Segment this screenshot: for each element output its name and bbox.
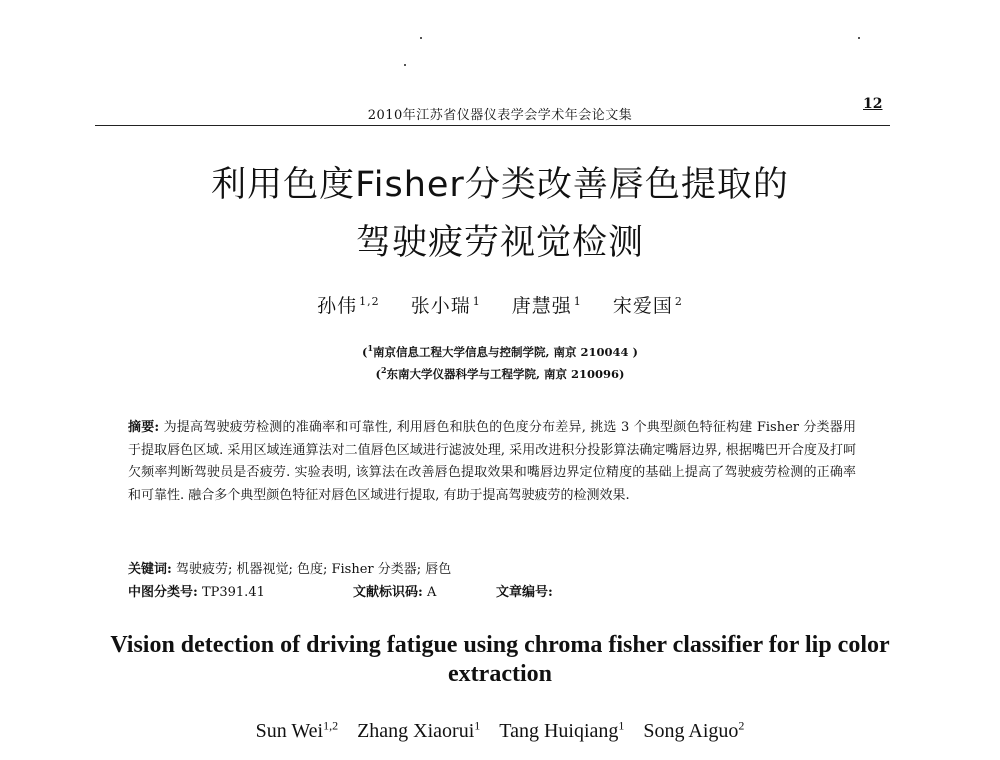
title-en: Vision detection of driving fatigue using chroma fisher classifier for lip color extraction bbox=[110, 632, 890, 687]
header-rule bbox=[95, 125, 890, 126]
affiliation-1: ($^1$南京信息工程大学信息与控制学院, 南京 210044 ) bbox=[362, 343, 638, 359]
author-cn: 唐慧强 $^1$ bbox=[511, 294, 582, 317]
keywords-label: 关键词: bbox=[128, 562, 172, 577]
affiliation-2: ($^2$东南大学仪器科学与工程学院, 南京 210096) bbox=[375, 365, 625, 381]
authors-cn bbox=[0, 291, 1000, 318]
author-cn: 宋爱国 $^2$ bbox=[612, 294, 683, 317]
abstract bbox=[128, 417, 856, 507]
abstract-label: 摘要: bbox=[128, 420, 160, 435]
title-cn-line2: 驾驶疲劳视觉检测 bbox=[355, 223, 644, 263]
article-number: 文章编号: bbox=[496, 585, 553, 600]
clc-number: 中图分类号: TP391.41 bbox=[128, 585, 265, 600]
running-header: 2010年江苏省仪器仪表学会学术年会论文集 bbox=[367, 108, 633, 123]
author-en: Song Aiguo$^2$ bbox=[643, 718, 745, 742]
scan-speck bbox=[404, 64, 406, 66]
author-cn: 张小瑞 $^1$ bbox=[410, 294, 481, 317]
abstract-text: 为提高驾驶疲劳检测的准确率和可靠性, 利用唇色和肤色的色度分布差异, 挑选 3 个典型颜色特征构建 Fisher 分类器用于提取唇色区域. 采用区域连通算法对二值唇色区域进行滤波处理, 采用改进积分投影算法确定嘴唇边界, 根据嘴巴开合度及打呵欠频率判断驾驶员是否疲劳. 实验表明, 该算法在改善唇色提取效果和嘴唇边界定位精度的基础上提高了驾驶疲劳检测的正确率和可靠性. 融合多个典型颜色特征对唇色区域进行提取, 有助于提高驾驶疲劳的检测效果. bbox=[128, 420, 856, 503]
page-number: 12 bbox=[863, 96, 883, 112]
author-cn: 孙伟 $^{1,2}$ bbox=[317, 294, 380, 317]
title-cn-line1: 利用色度Fisher分类改善唇色提取的 bbox=[211, 165, 789, 205]
keywords-text: 驾驶疲劳; 机器视觉; 色度; Fisher 分类器; 唇色 bbox=[175, 562, 452, 577]
document-code: 文献标识码: A bbox=[353, 585, 437, 600]
keywords bbox=[128, 558, 451, 577]
author-en: Zhang Xiaorui$^1$ bbox=[357, 718, 481, 742]
scan-speck bbox=[858, 37, 860, 39]
author-en: Sun Wei$^{1,2}$ bbox=[255, 718, 339, 742]
author-en: Tang Huiqiang$^1$ bbox=[499, 718, 625, 742]
scan-speck bbox=[420, 37, 422, 39]
authors-en bbox=[0, 718, 1000, 743]
